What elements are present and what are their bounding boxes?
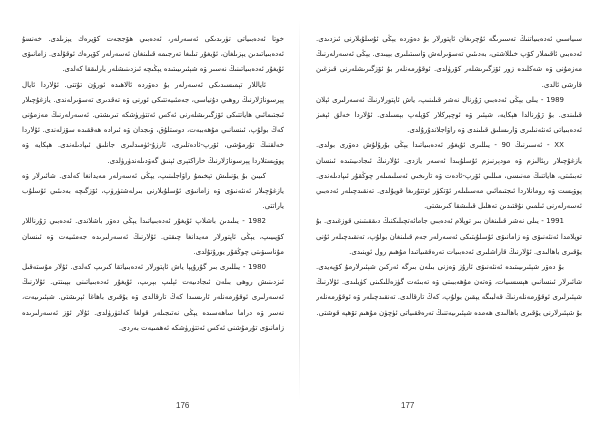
left-paragraph-4: 1982 - يىلىدىن باشلاپ ئۇيغۇر ئەدەبىياتىدا يېڭى دەۋر باشلاندى. ئەدەبىي ژۇرناللار كۆپىيىپ، يېڭى ئاپتورلار مەيدانغا چىقتى. ئۇلارنىڭ ئەسەرلىرىدە جەمئىيەت ۋە ئىنسان مۇناسىۋىتى چوڭقۇر يورۇتۇلدى. [22, 217, 284, 256]
left-page-number: 176 [176, 401, 190, 410]
left-paragraph-5: 1980 - يىللىرى بىر گۇرۇپپا ياش ئاپتورلار ئەدەبىياتقا كىرىپ كەلدى. ئۇلار مۇستەقىل ئىزدىنىش روھى بىلەن ئىجادىيەت ئېلىپ بېرىپ، ئۇيغۇر ئەدەبىياتىنى بېيىتتى. ئۇلارنىڭ ئەسەرلىرى ئوقۇرمەنلەر ئارىسىدا كەڭ تارقالدى ۋە يۇقىرى باھاغا ئېرىشتى. شېئىرىيەت، نەسر ۋە دراما ساھەسىدە يېڭى نەتىجىلەر قولغا كەلتۈرۈلدى. ئۇلار ئۆز ئەسەرلىرىدە زامانىۋى تۇرمۇشنى ئەكس ئەتتۈرۈشكە ئەھمىيەت بەردى. [22, 263, 284, 332]
right-paragraph-3: XX - ئەسىرنىڭ 90 - يىللىرى ئۇيغۇر ئەدەبىياتىدا يېڭى بۇرۇلۇش دەۋرى بولدى. يازغۇچىلار رېئالىزم ۋە مودېرنىزم ئۇسلۇبىدا ئەسەر يازدى. ئۇلارنىڭ ئىجادىيىتىدە ئىنسان تەبىئىتى، ھاياتنىڭ مەنىسى، مىللىي ئۆرپ-ئادەت ۋە تارىخىي ئەسلىمىلەر چوڭقۇر ئىپادىلەندى. پوۋېست ۋە رومانلاردا ئىجتىمائىي مەسىلىلەر ئۆتكۈر ئوتتۇرىغا قويۇلدى. تەنقىدچىلەر ئەدەبىي ئەسەرلەرنى ئىلمىي نۇقتىدىن تەھلىل قىلىشقا كىرىشتى. [316, 141, 582, 211]
right-page [316, 32, 582, 392]
left-paragraph-2: ئاياللار تېمىسىدىكى ئەسەرلەر بۇ دەۋردە ئالاھىدە ئورۇن تۇتتى. ئۇلاردا ئايال پېرسوناژلارنىڭ روھىي دۇنياسى، جەمئىيەتتىكى ئورنى ۋە تەقدىرى تەسۋىرلەندى. يازغۇچىلار ئىجتىمائىي ھاياتتىكى ئۆزگىرىشلەرنى ئەكس ئەتتۈرۈشكە تىرىشتى. ئەسەرلەرنىڭ مەزمۇنى كەڭ بولۇپ، ئىنسانىي مۇھەببەت، دوستلۇق، ۋىجدان ۋە ئىرادە ھەققىدە سۆزلەندى. ئۇلاردا خەلقنىڭ تۇرمۇشى، ئۆرپ-ئادەتلىرى، ئارزۇ-ئۈمىدلىرى جانلىق ئىپادىلەندى. ھېكايە ۋە پوۋېستلاردا پېرسوناژلارنىڭ خاراكتېرى ئېنىق گەۋدىلەندۈرۈلدى. [22, 80, 284, 165]
left-page-body [22, 32, 284, 336]
right-paragraph-2: 1989 - يىلى يېڭى ئەدەبىي ژۇرنال نەشر قىلىنىپ، ياش ئاپتورلارنىڭ ئەسەرلىرى ئېلان قىلىندى. بۇ ژۇرنالدا ھېكايە، شېئىر ۋە ئوچېركلار كۆپلەپ بېسىلدى. ئۇلاردا خەلق ئېغىز ئەدەبىياتى ئەنئەنىلىرى ۋارىسلىق قىلىندى ۋە راۋاجلاندۇرۇلدى. [316, 95, 582, 135]
right-paragraph-4: 1991 - يىلى نەشر قىلىنغان بىر توپلام ئەدەبىي جامائەتچىلىكنىڭ دىققىتىنى قوزغىدى. بۇ توپلامدا ئەنئەنىۋى ۋە زامانىۋى ئۇسلۇبتىكى ئەسەرلەر جەم قىلىنغان بولۇپ، تەنقىدچىلەر ئۇنى يۇقىرى باھالىدى. ئۇلارنىڭ قاراشلىرى ئەدەبىيات تەرەققىياتىدا مۇھىم رول ئوينىدى. [316, 217, 582, 256]
right-paragraph-5: بۇ دەۋر شېئىرىيىتىدە ئەنئەنىۋى ئارۇز ۋەزنى بىلەن بىرگە ئەركىن شېئىرلارمۇ كۆپەيدى. شائىرلار ئىنسانىي ھېسسىيات، ۋەتەن مۇھەببىتى ۋە تەبىئەت گۈزەللىكىنى كۈيلىدى. ئۇلارنىڭ شېئىرلىرى ئوقۇرمەنلەرنىڭ قەلبىگە يېقىن بولۇپ، كەڭ تارقالدى. تەنقىدچىلەر ۋە ئوقۇرمەنلەر بۇ شېئىرلارنى يۇقىرى باھالىدى ھەمدە شېئىرىيەتنىڭ تەرەققىياتى ئۈچۈن مۇھىم تۆھپە قوشتى. [316, 263, 582, 317]
left-paragraph-3: كىيىن بۇ يۆنىلىش تېخىمۇ راۋاجلىنىپ، يېڭى ئەسەرلەر مەيدانغا كەلدى. شائىرلار ۋە يازغۇچىلار ئەنئەنىۋى ۋە زامانىۋى ئۇسلۇبلارنى بىرلەشتۈرۈپ، ئۆزگىچە بەدىئىي ئۇسلۇب ياراتتى. [22, 171, 284, 211]
page-gutter [299, 20, 300, 400]
right-page-number: 177 [401, 401, 415, 410]
right-page-body [316, 32, 582, 321]
right-paragraph-1: سىياسىي ئەدەبىياتنىڭ تەسىرىگە ئۇچرىغان ئاپتورلار بۇ دەۋردە يېڭى ئۇسلۇبلارنى ئىزدىدى. ئەدەبىي ئاقىملار كۆپ خىللاشتى، بەدىئىي تەسۋىرلەش ۋاسىتىلىرى بېيىدى. يېڭى ئەسەرلەرنىڭ مەزمۇنى ۋە شەكلىدە زور ئۆزگىرىشلەر كۆرۈلدى. ئوقۇرمەنلەر بۇ ئۆزگىرىشلەرنى قىزغىن قارشى ئالدى. [316, 35, 582, 89]
left-page [22, 32, 284, 392]
left-paragraph-1: خوتا ئەدەبىياتى تۈرىدىكى ئەسەرلەر، ئەدەبىي ھۆججەت كۆپرەك يېزىلدى. خەنسۇ ئەدەبىياتىدىن يېزىلغان، ئۇيغۇر تىلىغا تەرجىمە قىلىنغان ئەسەرلەر كۆپرەك ئوقۇلدى. زامانىۋى ئۇيغۇر ئەدەبىياتىنىڭ نەسىر ۋە شېئىرىيىتىدە يېڭىچە ئىزدىنىشلەر بارلىققا كەلدى. [22, 35, 284, 74]
